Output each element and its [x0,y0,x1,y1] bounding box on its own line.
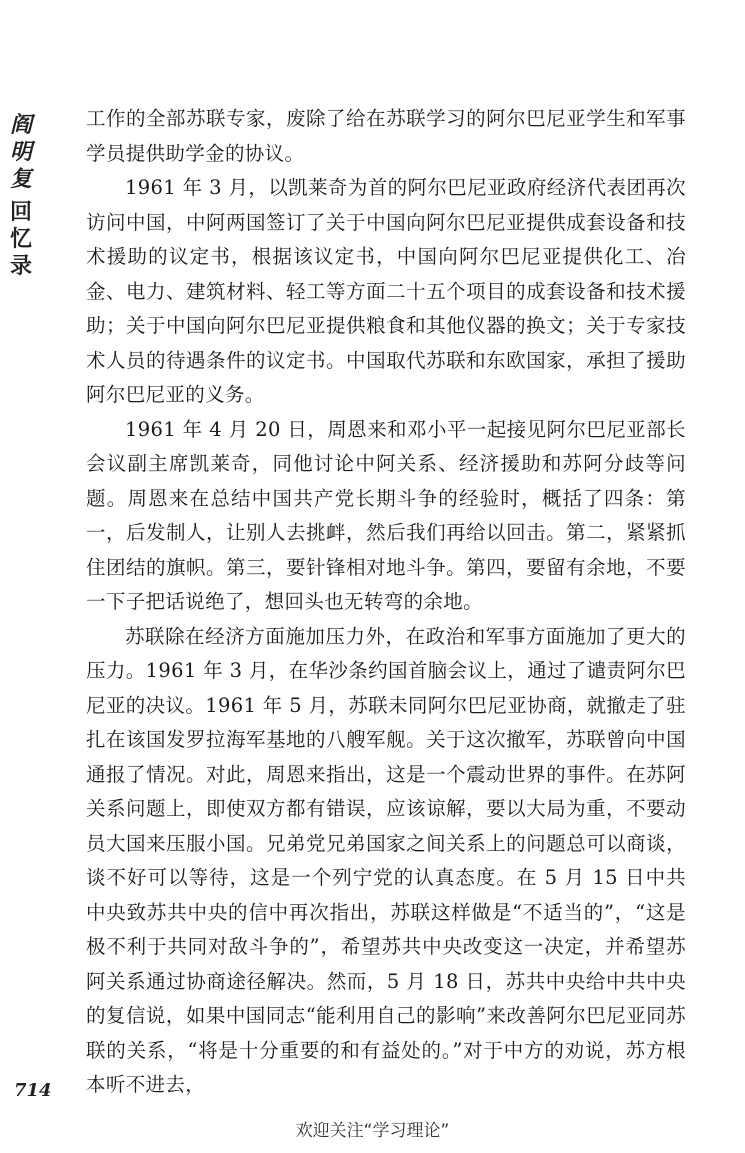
paragraph: 工作的全部苏联专家，废除了给在苏联学习的阿尔巴尼亚学生和军事学员提供助学金的协议。 [86,107,686,165]
footer-watermark-text: 欢迎关注“学习理论” [295,1121,450,1141]
paragraph: 1961 年 3 月，以凯莱奇为首的阿尔巴尼亚政府经济代表团再次访问中国，中阿两国签订了关于中国向阿尔巴尼亚提供成套设备和技术援助的议定书，根据该议定书，中国向阿尔巴尼亚提供化工、冶金、电力、建筑材料、轻工等方面二十五个项目的成套设备和技术援助；关于中国向阿尔巴尼亚提供粮食和其他仪器的换文；关于专家技术人员的待遇条件的议定书。中国取代苏联和东欧国家，承担了援助阿尔巴尼亚的义务。 [86,176,686,406]
paragraph: 1961 年 4 月 20 日，周恩来和邓小平一起接见阿尔巴尼亚部长会议副主席凯莱奇，同他讨论中阿关系、经济援助和苏阿分歧等问题。周恩来在总结中国共产党长期斗争的经验时，概括了四条：第一，后发制人，让别人去挑衅，然后我们再给以回击。第二，紧紧抓住团结的旗帜。第三，要针锋相对地斗争。第四，要留有余地，不要一下子把话说绝了，想回头也无转弯的余地。 [86,417,686,613]
paragraph: 苏联除在经济方面施加压力外，在政治和军事方面施加了更大的压力。1961 年 3 月，在华沙条约国首脑会议上，通过了谴责阿尔巴尼亚的决议。1961 年 5 月，苏联未同阿尔巴尼亚协商，就撤走了驻扎在该国发罗拉海军基地的八艘军舰。关于这次撤军，苏联曾向中国通报了情况。对此，周恩来指出，这是一个震动世界的事件。在苏阿关系问题上，即使双方都有错误，应该谅解，要以大局为重，不要动员大国来压服小国。兄弟党兄弟国家之间关系上的问题总可以商谈，谈不好可以等待，这是一个列宁党的认真态度。在 5 月 15 日中共中央致苏共中央的信中再次指出，苏联这样做是“不适当的”，“这是极不利于共同对敌斗争的”，希望苏共中央改变这一决定，并希望苏阿关系通过协商途径解决。然而，5 月 18 日，苏共中央给中共中央的复信说，如果中国同志“能利用自己的影响”来改善阿尔巴尼亚同苏联的关系，“将是十分重要的和有益处的。”对于中方的劝说，苏方根本听不进去， [86,624,686,1096]
book-title-char: 回 [9,199,32,225]
author-name-char: 复 [9,166,32,192]
running-head-vertical-title [8,112,34,280]
page-number: 714 [14,1080,52,1101]
book-title-char: 录 [9,253,32,279]
author-name-char: 明 [9,139,32,165]
author-name-char: 阎 [9,112,32,138]
book-title-char: 忆 [9,226,32,252]
body-text [86,102,686,1103]
